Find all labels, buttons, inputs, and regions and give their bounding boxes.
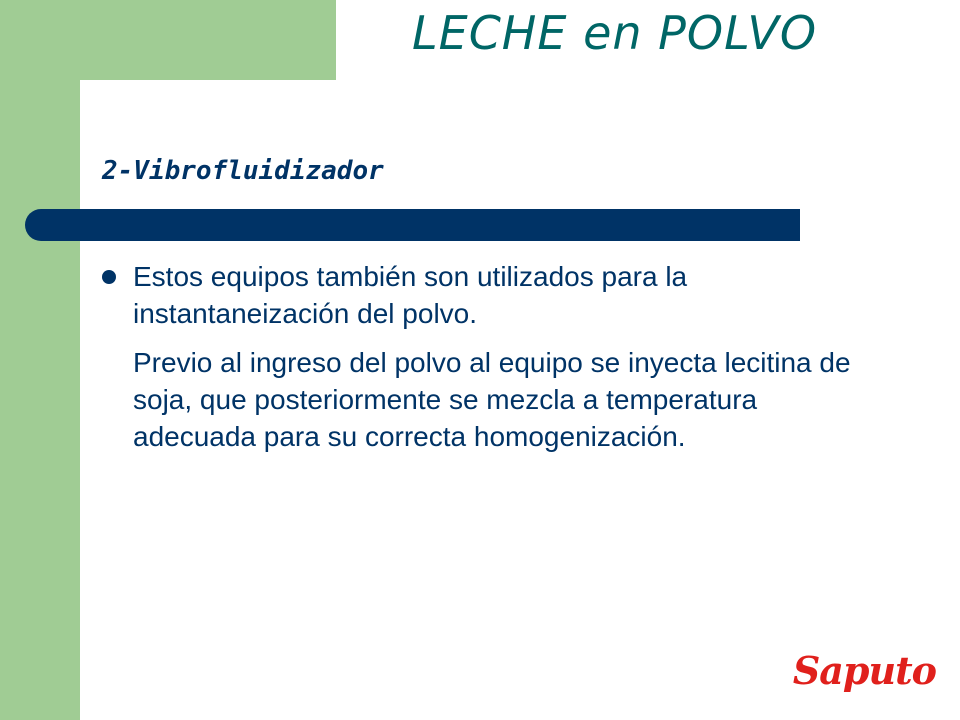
divider-bar — [25, 209, 800, 241]
saputo-logo: Saputo — [792, 648, 936, 693]
paragraph-text: Previo al ingreso del polvo al equipo se inyecta lecitina de soja, que posteriormente se mezcla a temperatura adecuada para su correcta homogenización. — [133, 347, 851, 452]
green-top-block — [0, 0, 336, 80]
slide-body — [133, 258, 883, 467]
content-corner — [80, 80, 140, 140]
slide-subtitle: 2-Vibrofluidizador — [102, 156, 384, 186]
slide-title: LECHE en POLVO — [412, 6, 818, 60]
paragraph-text: Estos equipos también son utilizados para la instantaneización del polvo. — [133, 261, 688, 329]
bullet-paragraph — [133, 258, 883, 332]
bullet-dot-icon — [102, 270, 116, 284]
continuation-paragraph — [133, 344, 883, 455]
green-side-bar — [0, 0, 80, 720]
